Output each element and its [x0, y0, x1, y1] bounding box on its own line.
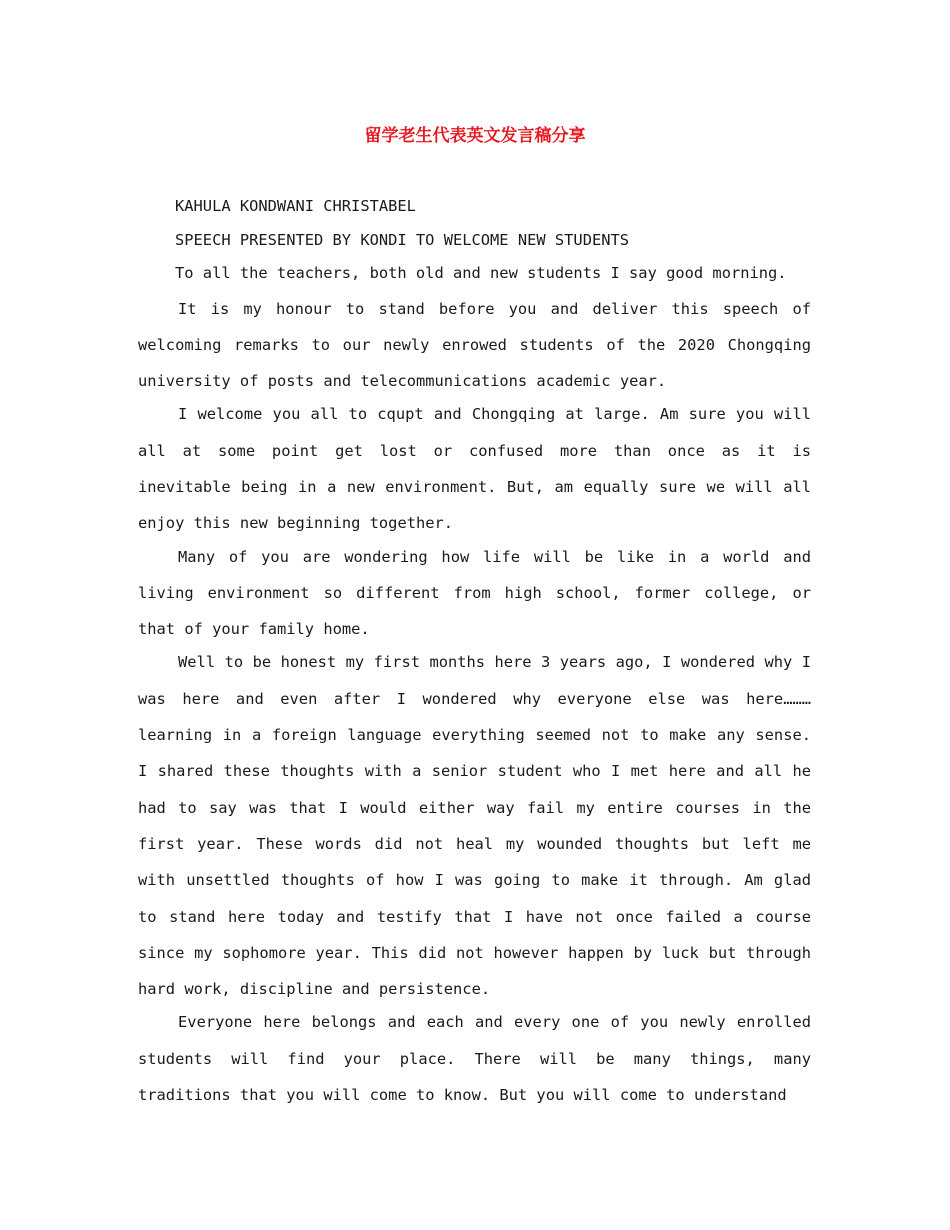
paragraph-belonging: Everyone here belongs and each and every one of you newly enrolled students will find your place. There will be many things, many traditions that you will come to know. But you will come to understand [138, 1013, 811, 1105]
document-body [138, 190, 811, 1113]
paragraph-welcome: I welcome you all to cqupt and Chongqing at large. Am sure you will all at some point get lost or confused more than once as it is inevitable being in a new environment. But, am equally sure we will all enjoy this new beginning together. [138, 405, 811, 533]
paragraph-experience: Well to be honest my first months here 3 years ago, I wondered why I was here and even after I wondered why everyone else was here……… learning in a foreign language everything seemed not to make any sense. I shared these thoughts with a senior student who I met here and all he had to say was that I would either way fail my entire courses in the first year. These words did not heal my wounded thoughts but left me with unsettled thoughts of how I was going to make it through. Am glad to stand here today and testify that I have not once failed a course since my sophomore year. This did not however happen by luck but through hard work, discipline and persistence. [138, 653, 811, 999]
greeting-line: To all the teachers, both old and new students I say good morning. [175, 264, 787, 282]
speech-heading: SPEECH PRESENTED BY KONDI TO WELCOME NEW STUDENTS [175, 230, 630, 249]
page-title: 留学老生代表英文发言稿分享 [364, 126, 586, 146]
paragraph-honour: It is my honour to stand before you and deliver this speech of welcoming remarks to our newly enrowed students of the 2020 Chongqing university of posts and telecommunications academic year. [138, 299, 811, 391]
paragraph-wondering: Many of you are wondering how life will be like in a world and living environment so different from high school, former college, or that of your family home. [138, 547, 811, 639]
author-name: KAHULA KONDWANI CHRISTABEL [175, 197, 416, 215]
